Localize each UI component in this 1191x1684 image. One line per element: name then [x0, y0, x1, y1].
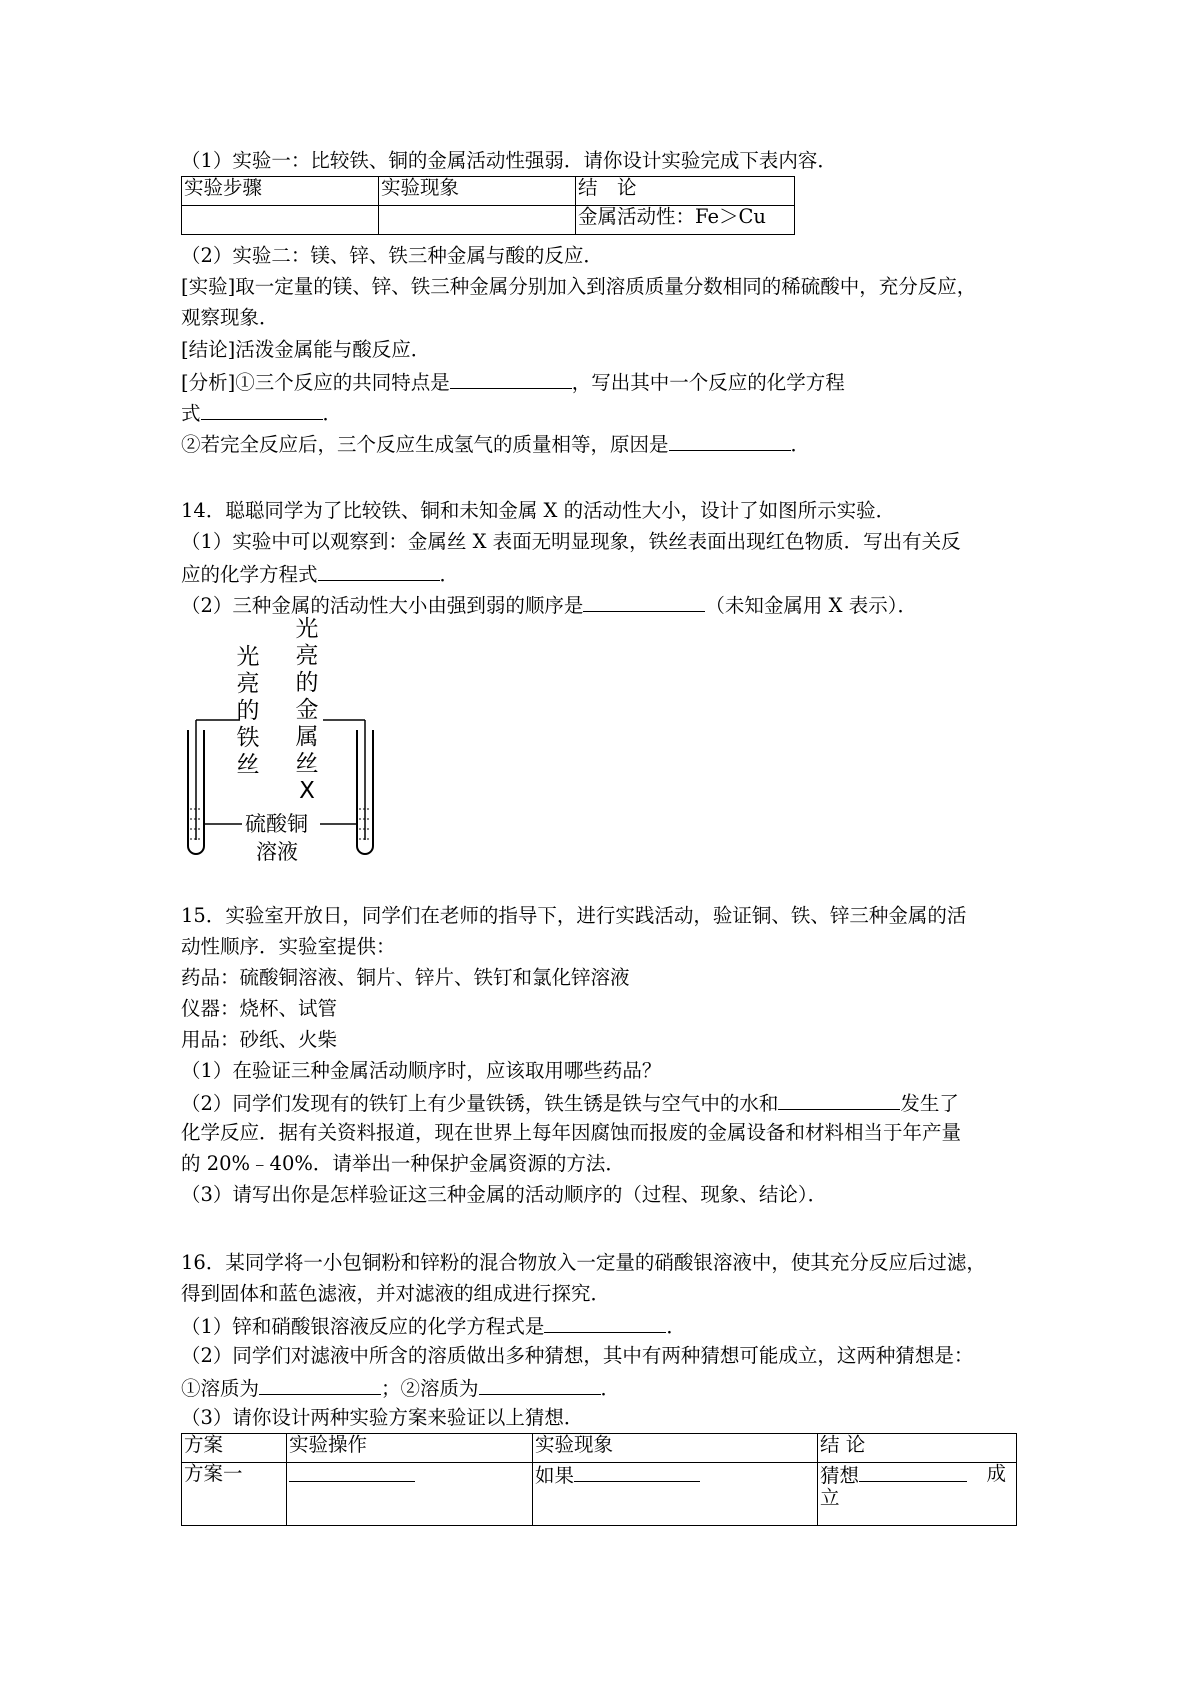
q13-part2-text: （2）实验二：镁、锌、铁三种金属与酸的反应． — [181, 244, 603, 267]
q15-supplies-text: 用品：砂纸、火柴 — [181, 1028, 338, 1051]
table-cell: 猜想 成 立 — [818, 1463, 1017, 1526]
q13-table — [181, 176, 795, 235]
q16-hypotheses-line: ①溶质为 ；②溶质为 ． — [181, 1377, 621, 1400]
answer-blank[interactable] — [450, 370, 572, 389]
q15-instruments-text: 仪器：烧杯、试管 — [181, 997, 338, 1020]
q14-stem-text: 14．聪聪同学为了比较铁、铜和未知金属 X 的活动性大小，设计了如图所示实验． — [181, 499, 896, 522]
table-header: 实验步骤 — [182, 177, 379, 206]
q15-stem-text-cont: 动性顺序．实验室提供： — [181, 935, 396, 958]
table-header: 结 论 — [818, 1434, 1017, 1463]
table-cell — [287, 1463, 533, 1526]
q16-part1-line: （1）锌和硝酸银溶液反应的化学方程式是 ． — [181, 1315, 686, 1338]
q15-part3-text: （3）请写出你是怎样验证这三种金属的活动顺序的（过程、现象、结论）． — [181, 1183, 828, 1206]
test-tube-figure — [180, 618, 380, 878]
q16-stem-text: 16．某同学将一小包铜粉和锌粉的混合物放入一定量的硝酸银溶液中，使其充分反应后过滤， — [181, 1251, 986, 1274]
q16-part3-text: （3）请你设计两种实验方案来验证以上猜想． — [181, 1406, 584, 1429]
q16-stem-text-cont: 得到固体和蓝色滤液，并对滤液的组成进行探究． — [181, 1282, 611, 1305]
table-cell — [182, 206, 379, 235]
q15-stem-text: 15．实验室开放日，同学们在老师的指导下，进行实践活动，验证铜、铁、锌三种金属的活 — [181, 904, 967, 927]
q13-analysis-text: [分析]①三个反应的共同特点是 — [181, 371, 450, 394]
table-cell — [379, 206, 576, 235]
q13-conclusion-text: [结论]活泼金属能与酸反应． — [181, 338, 431, 361]
table-header: 结 论 — [576, 177, 795, 206]
table-header: 方案 — [182, 1434, 287, 1463]
q15-reagents-text: 药品：硫酸铜溶液、铜片、锌片、铁钉和氯化锌溶液 — [181, 966, 630, 989]
q13-equation-line: 式 ． — [181, 402, 343, 425]
q13-experiment-text-cont: 观察现象． — [181, 306, 279, 329]
table-cell: 如果 — [533, 1463, 818, 1526]
answer-blank[interactable] — [289, 1463, 415, 1482]
answer-blank[interactable] — [259, 1376, 381, 1395]
answer-blank[interactable] — [669, 432, 791, 451]
q13-part1-text: （1）实验一：比较铁、铜的金属活动性强弱．请你设计实验完成下表内容． — [181, 149, 837, 172]
q14-part1-text: （1）实验中可以观察到：金属丝 X 表面无明显现象，铁丝表面出现红色物质．写出有关反 — [181, 530, 961, 553]
copper-sulfate-label: 硫酸铜 — [245, 812, 308, 836]
q14-part2-line: （2）三种金属的活动性大小由强到弱的顺序是 （未知金属用 X 表示）． — [181, 594, 917, 617]
table-header: 实验现象 — [533, 1434, 818, 1463]
answer-blank[interactable] — [574, 1463, 700, 1482]
answer-blank[interactable] — [544, 1314, 666, 1333]
q15-part2-text-cont: 的 20%﹣40%．请举出一种保护金属资源的方法． — [181, 1152, 625, 1175]
q16-part2-text: （2）同学们对滤液中所含的溶质做出多种猜想，其中有两种猜想可能成立，这两种猜想是： — [181, 1344, 974, 1367]
q13-analysis-line: [分析]①三个反应的共同特点是 ，写出其中一个反应的化学方程 — [181, 371, 845, 394]
table-cell: 金属活动性：Fe＞Cu — [576, 206, 795, 235]
table-cell: 方案一 — [182, 1463, 287, 1526]
solution-label: 溶液 — [256, 840, 298, 864]
q15-part1-text: （1）在验证三种金属活动顺序时，应该取用哪些药品？ — [181, 1059, 662, 1082]
q16-table — [181, 1433, 1017, 1526]
answer-blank[interactable] — [318, 562, 440, 581]
answer-blank[interactable] — [583, 593, 705, 612]
q14-equation-line: 应的化学方程式 ． — [181, 563, 460, 586]
table-header: 实验操作 — [287, 1434, 533, 1463]
q13-experiment-text: [实验]取一定量的镁、锌、铁三种金属分别加入到溶质质量分数相同的稀硫酸中，充分反应， — [181, 275, 977, 298]
answer-blank[interactable] — [479, 1376, 601, 1395]
answer-blank[interactable] — [778, 1091, 900, 1110]
answer-blank[interactable] — [201, 401, 323, 420]
table-header: 实验现象 — [379, 177, 576, 206]
metal-wire-x-label: 光亮的金属丝X — [295, 616, 319, 804]
q15-part2-line: （2）同学们发现有的铁钉上有少量铁锈，铁生锈是铁与空气中的水和 发生了 — [181, 1092, 959, 1115]
q13-hydrogen-line: ②若完全反应后，三个反应生成氢气的质量相等，原因是 ． — [181, 433, 811, 456]
iron-wire-label: 光亮的铁丝 — [236, 644, 260, 778]
answer-blank[interactable] — [859, 1463, 967, 1482]
q15-part2-text-cont: 化学反应．据有关资料报道，现在世界上每年因腐蚀而报废的金属设备和材料相当于年产量 — [181, 1121, 962, 1144]
